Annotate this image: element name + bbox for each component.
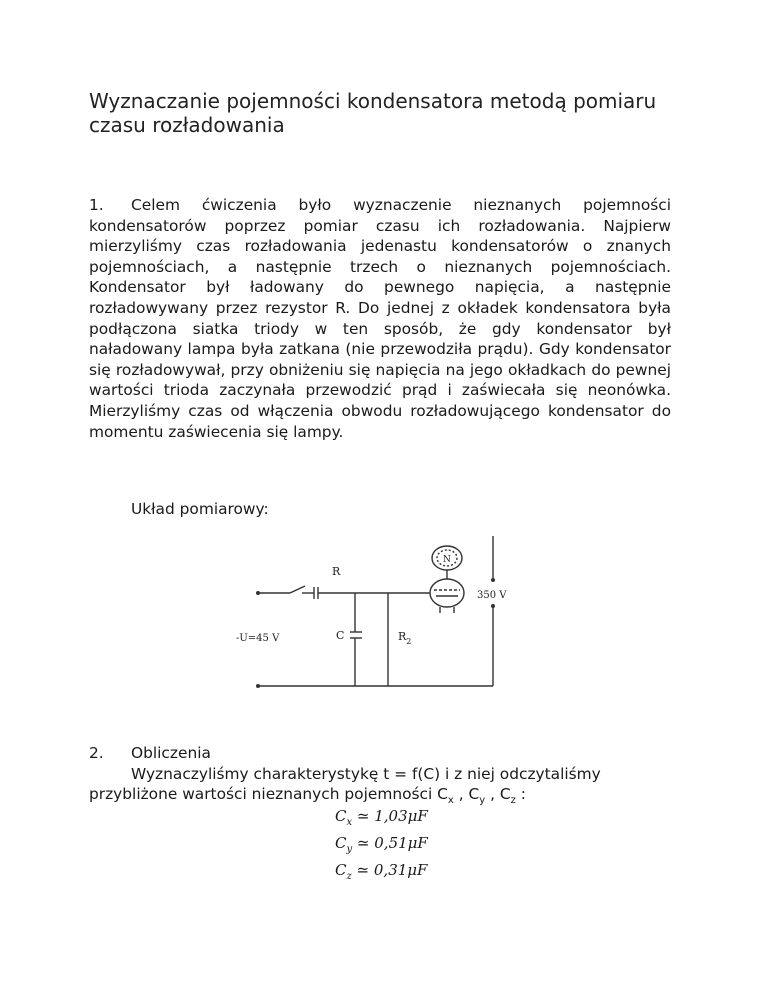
result-cx: $C_x$ ≃ 1,03μF	[335, 807, 428, 828]
section-1-text: Celem ćwiczenia było wyznaczenie nieznanych pojemności kondensatorów poprzez pomiar czasu ich rozładowania. Najpierw mierzyliśmy czas rozładowania jedenastu kondensatorów o znanych pojemnościach, a następnie trzech o nieznanych pojemnościach. Kondensator był ładowany do pewnego napięcia, a następnie rozładowywany przez rezystor R. Do jednej z okładek kondensatora była podłączona siatka triody w ten sposób, że gdy kondensator był naładowany lampa była zatkana (nie przewodziła prądu). Gdy kondensator się rozładowywał, przy obniżeniu się napięcia na jego okładkach do pewnej wartości trioda zaczynała przewodzić prąd i zaświecała się neonówka. Mierzyliśmy czas od włączenia obwodu rozładowującego kondensator do momentu zaświecenia się lampy.	[89, 196, 671, 441]
label-r2: $R_2$	[398, 630, 412, 646]
document-title: Wyznaczanie pojemności kondensatora metodą pomiaru czasu rozładowania	[89, 89, 657, 137]
circuit-diagram	[236, 530, 520, 700]
ground-terminal-icon	[256, 684, 260, 688]
input-terminal-icon	[256, 591, 260, 595]
section-2-line-1: Wyznaczyliśmy charakterystykę t = f(C) i z niej odczytaliśmy	[131, 764, 601, 783]
section-1-paragraph	[89, 195, 671, 442]
section-2	[89, 743, 689, 812]
section-2-number: 2.	[89, 744, 104, 762]
circuit-heading: Układ pomiarowy:	[131, 500, 269, 518]
label-source: -U=45 V	[236, 633, 280, 644]
label-c: C	[336, 629, 345, 642]
section-1-number: 1.	[89, 196, 104, 214]
label-supply: 350 V	[477, 590, 507, 601]
section-2-heading: Obliczenia	[131, 744, 211, 762]
result-cz: $C_z$ ≃ 0,31μF	[335, 861, 428, 882]
results-formulas	[335, 806, 428, 887]
supply-terminal-minus-icon	[491, 604, 495, 608]
supply-terminal-plus-icon	[491, 578, 495, 582]
section-2-line-2: przybliżone wartości nieznanych pojemności $C_x$ , $C_y$ , $C_z$ :	[89, 785, 526, 807]
label-neon: N	[443, 555, 451, 565]
label-r: R	[332, 565, 341, 578]
result-cy: $C_y$ ≃ 0,51μF	[335, 834, 428, 855]
